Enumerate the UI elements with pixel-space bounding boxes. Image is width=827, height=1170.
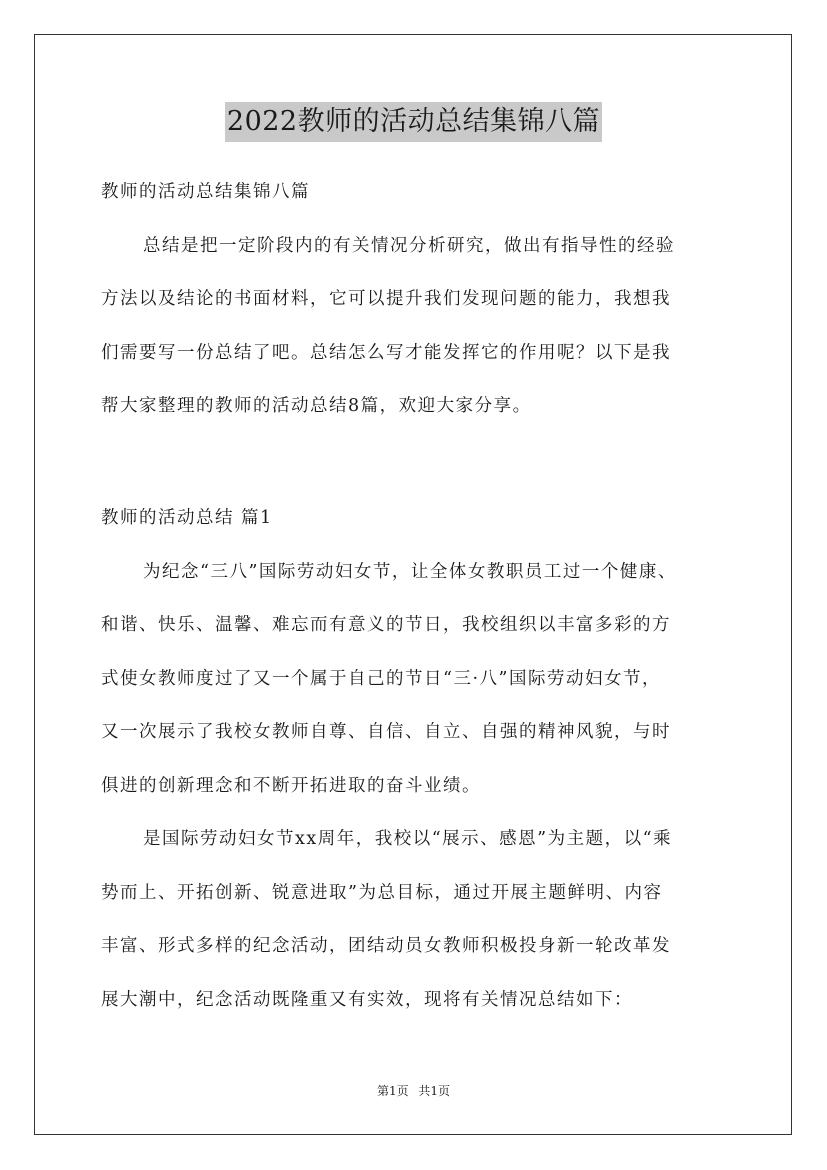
- intro-line: 帮大家整理的教师的活动总结8篇，欢迎大家分享。: [101, 396, 532, 416]
- paragraph-line: 又一次展示了我校女教师自尊、自信、自立、自强的精神风貌，与时: [101, 722, 671, 742]
- paragraph-line: 为纪念“三八”国际劳动妇女节，让全体女教职员工过一个健康、: [143, 561, 677, 582]
- page-total: 共1页: [418, 1084, 451, 1098]
- paragraph-line: 和谐、快乐、温馨、难忘而有意义的节日，我校组织以丰富多彩的方: [101, 615, 671, 635]
- section-heading: 教师的活动总结 篇1: [101, 508, 273, 528]
- intro-line: 总结是把一定阶段内的有关情况分析研究，做出有指导性的经验: [143, 235, 675, 256]
- page-footer: [0, 1082, 827, 1100]
- title-area: [0, 102, 827, 142]
- page-number: 第1页: [376, 1084, 409, 1098]
- document-title: 2022教师的活动总结集锦八篇: [225, 102, 602, 142]
- paragraph-line: 式使女教师度过了又一个属于自己的节日“三·八”国际劳动妇女节，: [101, 668, 661, 689]
- intro-line: 们需要写一份总结了吧。总结怎么写才能发挥它的作用呢？以下是我: [101, 342, 671, 363]
- paragraph-line: 丰富、形式多样的纪念活动，团结动员女教师积极投身新一轮改革发: [101, 936, 671, 956]
- paragraph-line: 势而上、开拓创新、锐意进取”为总目标，通过开展主题鲜明、内容: [101, 882, 663, 903]
- paragraph-line: 俱进的创新理念和不断开拓进取的奋斗业绩。: [101, 775, 481, 796]
- intro-line: 方法以及结论的书面材料，它可以提升我们发现问题的能力，我想我: [101, 289, 671, 309]
- document-subtitle: 教师的活动总结集锦八篇: [101, 182, 310, 202]
- paragraph-line: 展大潮中，纪念活动既隆重又有实效，现将有关情况总结如下：: [101, 989, 633, 1010]
- document-body: [101, 166, 741, 434]
- paragraph-line: 是国际劳动妇女节xx周年，我校以“展示、感恩”为主题，以“乘: [143, 829, 673, 849]
- section-1: [101, 492, 741, 1027]
